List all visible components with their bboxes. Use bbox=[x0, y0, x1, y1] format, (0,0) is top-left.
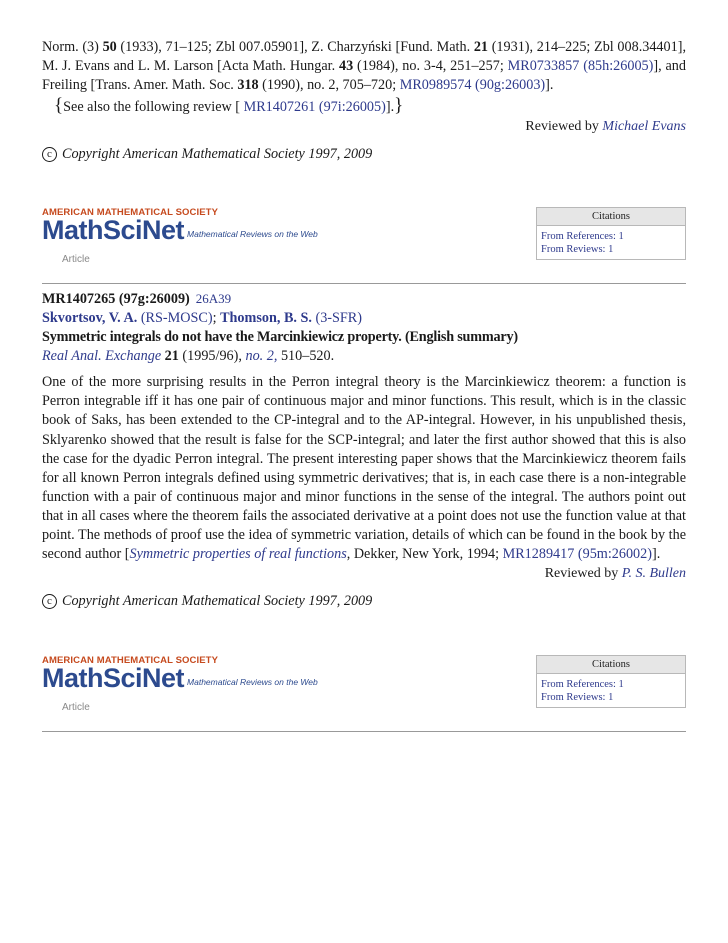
abstract-text: One of the more surprising results in the Perron integral theory is the Marcinkiewicz theorem: a function is Perron integrable iff it has one pair of continuous major and minor functions. This result, which is in the classic book of Saks, has been extended to the CP-integral and to the AP-integral. However, in his unpublished thesis, Sklyarenko showed that the result is false for the SCP-integral; and later the first author showed that this is also the case for the dyadic Perron integral. The present interesting paper shows that the Marcinkiewicz theorem fails for all known Perron integrals defined using symmetric derivatives; that is, in each case there is a non-integrable function with a pair of continuous major and minor functions in the sense of the integral. The authors point out that in all cases where the theorem fails the associated derivative at a point does not use the function value at that point. The methods of proof use the idea of symmetric variation, details of which can be found in the book by the second author [ bbox=[42, 374, 686, 563]
mr-number: MR1407265 (97g:26009) bbox=[42, 291, 190, 308]
volume-number: 50 bbox=[102, 39, 117, 55]
mathscinet-header bbox=[42, 655, 686, 731]
brace: } bbox=[394, 95, 404, 117]
text-fragment: (1990), no. 2, 705–720; bbox=[258, 77, 400, 94]
mathscinet-wordmark: MathSciNet bbox=[42, 663, 185, 694]
ams-wordmark: AMERICAN MATHEMATICAL SOCIETY bbox=[42, 655, 219, 667]
text-fragment: (1931), 214–225; Zbl 008.34401], M. J. Evans and L. M. Larson [Acta Math. Hungar. bbox=[42, 39, 686, 75]
mr-link[interactable]: MR1289417 (95m:26002) bbox=[502, 546, 652, 563]
text-fragment: (1984), no. 3-4, 251–257; bbox=[353, 58, 508, 75]
reviewed-by-label: Reviewed by bbox=[544, 566, 622, 582]
previous-review-text bbox=[42, 38, 686, 95]
mathscinet-header bbox=[42, 207, 686, 283]
journal-link[interactable]: Real Anal. Exchange bbox=[42, 348, 162, 365]
abstract-text: ]. bbox=[651, 546, 661, 563]
reviewer-name[interactable]: P. S. Bullen bbox=[621, 566, 686, 582]
tagline: Mathematical Reviews on the Web bbox=[187, 677, 318, 688]
mathscinet-logo bbox=[42, 655, 382, 692]
from-references-link[interactable]: From References: 1 bbox=[541, 679, 624, 691]
copyright-icon: c bbox=[42, 594, 57, 609]
reviewer-line bbox=[42, 117, 686, 136]
volume-number: 43 bbox=[339, 58, 354, 75]
copyright-line bbox=[42, 146, 686, 163]
see-also-note bbox=[54, 96, 686, 117]
mr-link[interactable]: MR0733857 (85h:26005) bbox=[507, 58, 654, 75]
divider bbox=[42, 283, 686, 284]
journal-pages: 510–520. bbox=[277, 348, 335, 365]
copyright-line bbox=[42, 593, 686, 610]
reviewer-name[interactable]: Michael Evans bbox=[602, 119, 686, 135]
article-title: Symmetric integrals do not have the Marcinkiewicz property. bbox=[42, 329, 402, 346]
brace: { bbox=[54, 95, 64, 117]
volume-number: 318 bbox=[237, 77, 259, 94]
text-fragment: (1933), 71–125; Zbl 007.05901], Z. Charzyński [Fund. Math. bbox=[116, 39, 474, 55]
issue-link[interactable]: no. 2, bbox=[245, 348, 278, 365]
text-fragment: ]. bbox=[545, 77, 554, 94]
see-also-text: See also the following review [ bbox=[63, 99, 241, 116]
copyright-text: Copyright American Mathematical Society 1997, 2009 bbox=[62, 146, 373, 163]
from-references-link[interactable]: From References: 1 bbox=[541, 231, 624, 243]
abstract-text: , Dekker, New York, 1994; bbox=[346, 546, 503, 563]
separator: ; bbox=[212, 310, 217, 327]
text-fragment: ]. bbox=[385, 99, 395, 116]
mathscinet-logo bbox=[42, 207, 382, 244]
classification-link[interactable]: 26A39 bbox=[195, 291, 232, 307]
text-fragment: Norm. (3) bbox=[42, 39, 103, 55]
institution-link[interactable]: (3-SFR) bbox=[315, 310, 362, 327]
author-link[interactable]: Skvortsov, V. A. bbox=[42, 310, 138, 327]
book-title: Symmetric properties of real functions bbox=[129, 546, 347, 563]
from-reviews-link[interactable]: From Reviews: 1 bbox=[541, 244, 614, 256]
article-label: Article bbox=[62, 702, 90, 714]
text-fragment: ], and Freiling [Trans. Amer. Math. Soc. bbox=[42, 58, 686, 94]
citations-title: Citations bbox=[537, 208, 685, 226]
reviewed-by-label: Reviewed by bbox=[525, 119, 603, 135]
author-link[interactable]: Thomson, B. S. bbox=[220, 310, 312, 327]
journal-line bbox=[42, 347, 686, 366]
journal-year: (1995/96), bbox=[178, 348, 246, 365]
institution-link[interactable]: (RS-MOSC) bbox=[140, 310, 213, 327]
divider bbox=[42, 731, 686, 732]
copyright-icon: c bbox=[42, 147, 57, 162]
review-abstract bbox=[42, 373, 686, 564]
volume-number: 21 bbox=[164, 348, 179, 365]
volume-number: 21 bbox=[473, 39, 489, 55]
authors-line bbox=[42, 309, 686, 328]
article-label: Article bbox=[62, 254, 90, 266]
citations-box bbox=[536, 207, 686, 260]
reviewer-line bbox=[42, 564, 686, 583]
from-reviews-link[interactable]: From Reviews: 1 bbox=[541, 692, 614, 704]
article-title-line bbox=[42, 328, 686, 347]
citations-title: Citations bbox=[537, 656, 685, 674]
mr-link[interactable]: MR0989574 (90g:26003) bbox=[399, 77, 546, 94]
tagline: Mathematical Reviews on the Web bbox=[187, 229, 318, 240]
page bbox=[42, 38, 686, 732]
ams-wordmark: AMERICAN MATHEMATICAL SOCIETY bbox=[42, 207, 219, 219]
mathscinet-wordmark: MathSciNet bbox=[42, 215, 185, 246]
see-also-link[interactable]: MR1407261 (97i:26005) bbox=[243, 99, 386, 116]
citations-box bbox=[536, 655, 686, 708]
mr-number-line bbox=[42, 289, 686, 309]
copyright-text: Copyright American Mathematical Society 1997, 2009 bbox=[62, 593, 373, 610]
title-note: (English summary) bbox=[405, 329, 518, 346]
